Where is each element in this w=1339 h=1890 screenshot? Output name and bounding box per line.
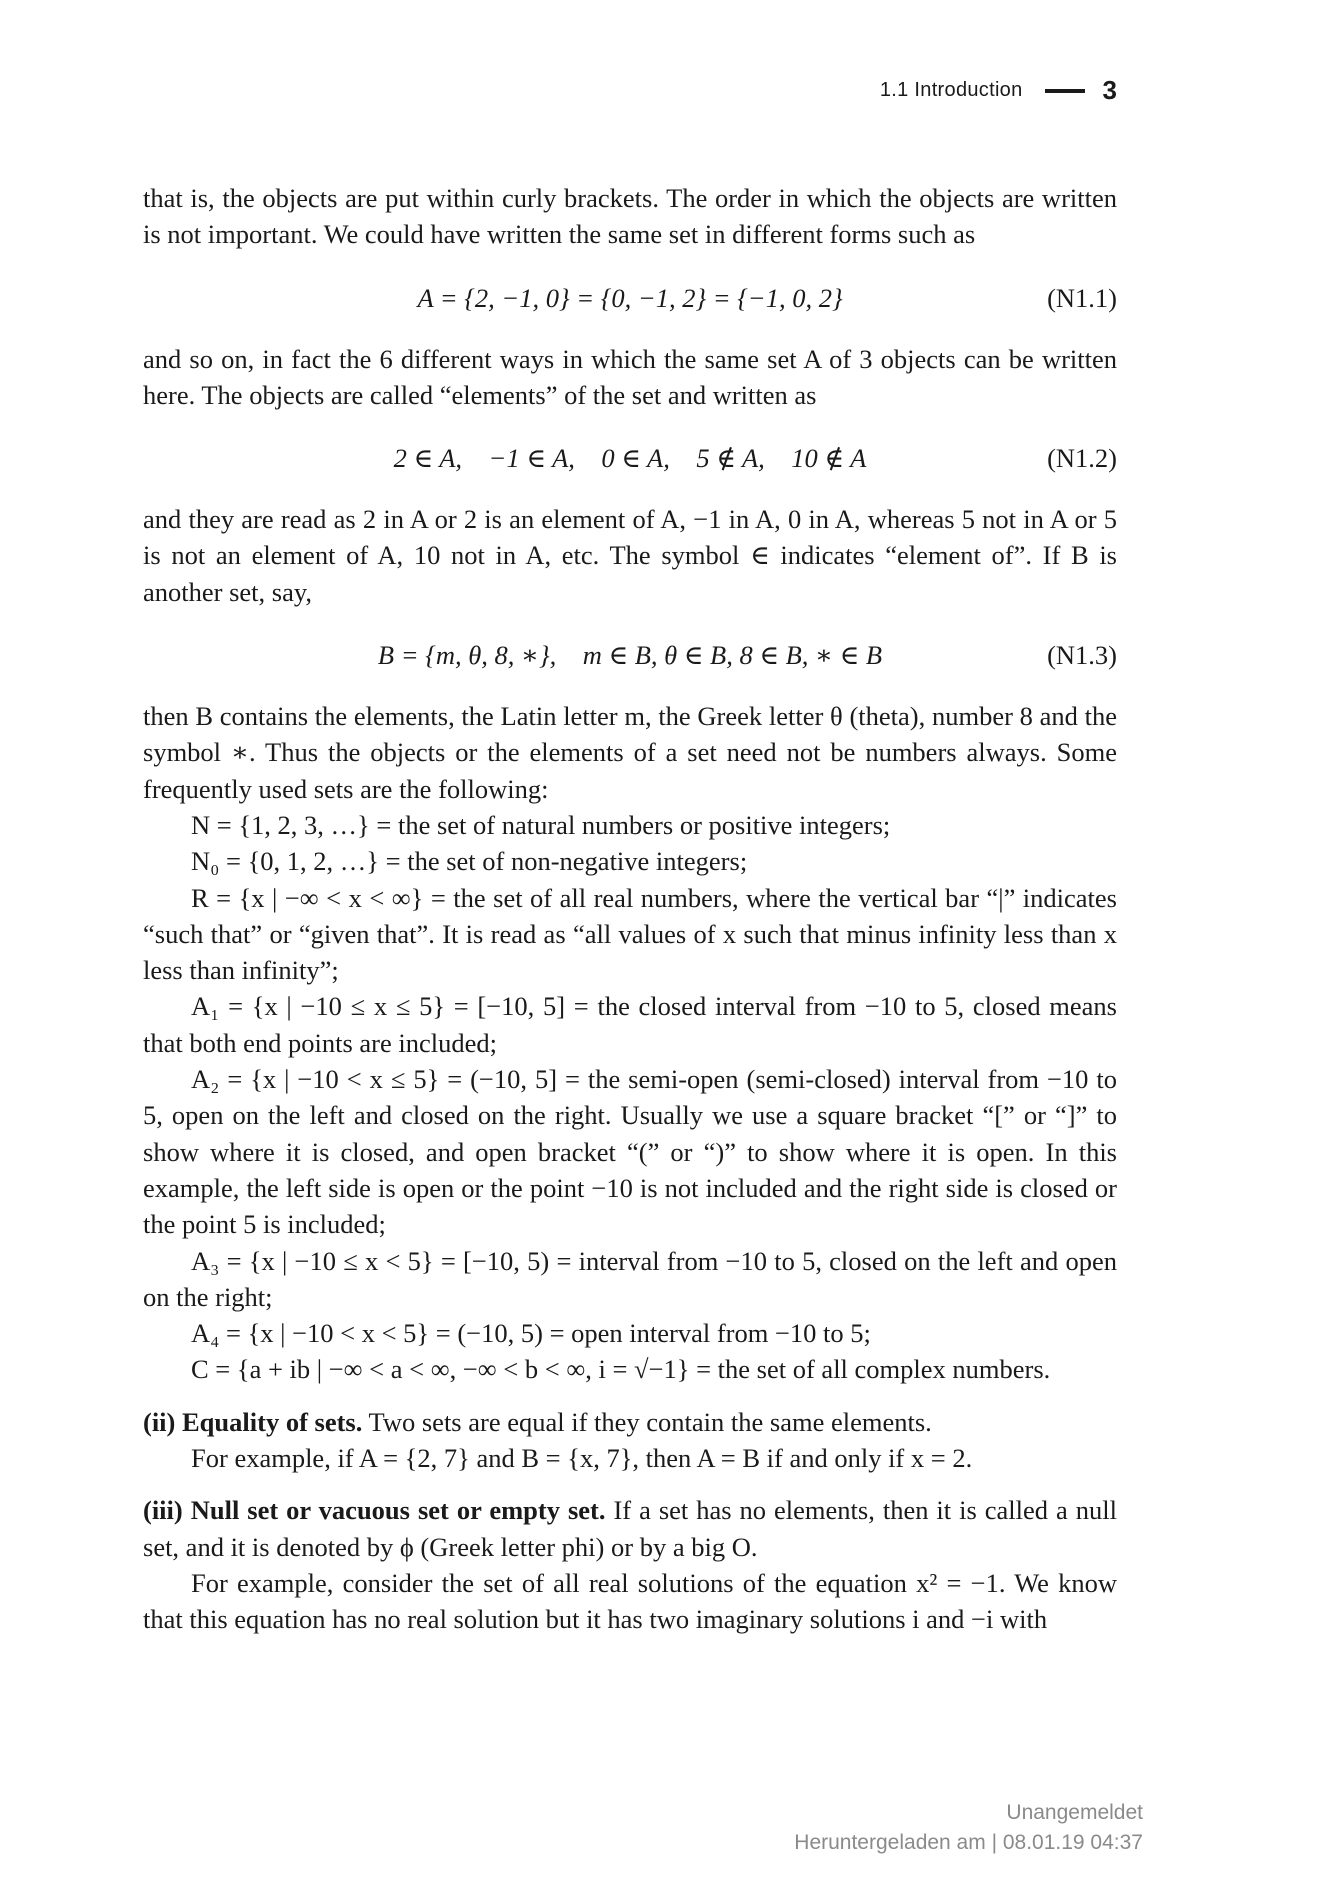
download-stamp	[794, 1798, 1143, 1858]
section-title: 1.1 Introduction	[879, 79, 1023, 101]
paragraph-3: and they are read as 2 in A or 2 is an element of A, −1 in A, 0 in A, whereas 5 not in A or 5 is not an element of A, 10 not in A, etc. The symbol ∈ indicates “element of”. If B is another set, say,	[143, 504, 1117, 607]
paragraph-4: then B contains the elements, the Latin letter m, the Greek letter θ (theta), number 8 and the symbol ∗. Thus the objects or the elements of a set need not be numbers always. Some frequently used sets are the following:	[143, 701, 1117, 804]
paragraph-1: that is, the objects are put within curly brackets. The order in which the objects are written is not important. We could have written the same set in different forms such as	[143, 183, 1117, 250]
stamp-line-2: Heruntergeladen am | 08.01.19 04:37	[794, 1831, 1143, 1854]
set-half-open-interval: A₃ = {x | −10 ≤ x < 5} = [−10, 5) = interval from −10 to 5, closed on the left and open on the right;	[143, 1245, 1117, 1312]
equation-n1-3	[143, 637, 1117, 673]
set-non-negative-integers: N₀ = {0, 1, 2, …} = the set of non-negative integers;	[191, 846, 748, 877]
set-open-interval: A₄ = {x | −10 < x < 5} = (−10, 5) = open interval from −10 to 5;	[191, 1318, 871, 1349]
equation-text: 2 ∈ A, −1 ∈ A, 0 ∈ A, 5 ∉ A, 10 ∉ A	[393, 443, 867, 474]
equation-number: (N1.2)	[1047, 443, 1117, 474]
running-header	[880, 75, 1117, 106]
header-rule	[1045, 89, 1085, 93]
equation-text: B = {m, θ, 8, ∗}, m ∈ B, θ ∈ B, 8 ∈ B, ∗ ∈ B	[377, 640, 883, 671]
null-set-text: If a set has no elements, then it is called a null set, and it is denoted by ϕ (Greek letter phi) or by a big O.	[143, 1495, 1117, 1562]
equation-text: A = {2, −1, 0} = {0, −1, 2} = {−1, 0, 2}	[417, 282, 843, 313]
page-number: 3	[1102, 75, 1117, 105]
null-set-paragraph	[143, 1492, 1117, 1565]
set-closed-interval: A₁ = {x | −10 ≤ x ≤ 5} = [−10, 5] = the closed interval from −10 to 5, closed means that both end points are included;	[143, 991, 1117, 1058]
paragraph-5: For example, if A = {2, 7} and B = {x, 7}, then A = B if and only if x = 2.	[191, 1443, 973, 1474]
set-natural-numbers: N = {1, 2, 3, …} = the set of natural numbers or positive integers;	[191, 809, 891, 840]
equation-number: (N1.3)	[1047, 640, 1117, 671]
paragraph-6: For example, consider the set of all real solutions of the equation x² = −1. We know that this equation has no real solution but it has two imaginary solutions i and −i with	[143, 1567, 1117, 1635]
stamp-line-1: Unangemeldet	[1006, 1801, 1143, 1824]
set-real-numbers: R = {x | −∞ < x < ∞} = the set of all real numbers, where the vertical bar “|” indicates “such that” or “given that”. It is read as “all values of x such that minus infinity less than x less than infinity”;	[143, 882, 1117, 986]
set-semi-open-interval: A₂ = {x | −10 < x ≤ 5} = (−10, 5] = the semi-open (semi-closed) interval from −10 to 5, open on the left and closed on the right. Usually we use a square bracket “[” or “]” to show where it is closed, and open bracket “(” or “)” to show where it is open. In this example, the left side is open or the point −10 is not included and the right side is closed or the point 5 is included;	[143, 1064, 1117, 1240]
equality-of-sets-text: Two sets are equal if they contain the same elements.	[362, 1406, 932, 1437]
set-complex-numbers: C = {a + ib | −∞ < a < ∞, −∞ < b < ∞, i = √−1} = the set of all complex numbers.	[191, 1354, 1051, 1385]
paragraph-2: and so on, in fact the 6 different ways in which the same set A of 3 objects can be written here. The objects are called “elements” of the set and written as	[143, 343, 1117, 410]
equation-n1-2	[143, 440, 1117, 476]
equation-number: (N1.1)	[1047, 282, 1117, 313]
equality-of-sets-heading: (ii) Equality of sets.	[143, 1406, 363, 1437]
null-set-heading: (iii) Null set or vacuous set or empty set.	[143, 1495, 606, 1526]
page-body	[143, 180, 1117, 1638]
equation-n1-1	[143, 280, 1117, 316]
equality-of-sets-paragraph	[143, 1404, 1117, 1440]
